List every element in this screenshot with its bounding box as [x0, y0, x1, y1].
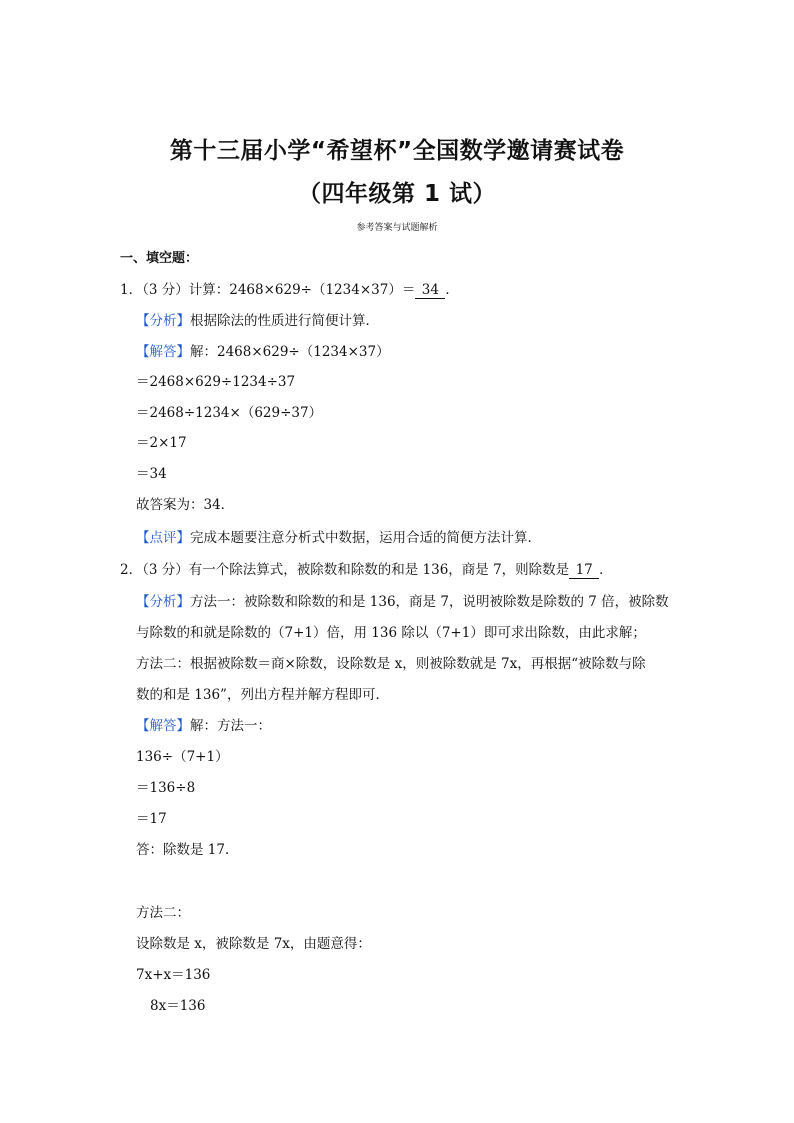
equation-line: 7x+x＝136	[136, 967, 211, 983]
document-title-grade: （四年级第 1 试）	[297, 181, 497, 207]
question-2: 2．（3 分）有一个除法算式，被除数和除数的和是 136，商是 7，则除数是 17 ．	[120, 562, 613, 578]
analysis-line: 与除数的和就是除数的（7+1）倍，用 136 除以（7+1）即可求出除数，由此求解；	[136, 625, 646, 641]
solution-tag: 【解答】	[136, 344, 190, 360]
analysis-line: 数的和是 136”，列出方程并解方程即可．	[136, 687, 389, 703]
solution-step: ＝17	[136, 811, 167, 827]
question-text: （3 分）计算：2468×629÷（1234×37）＝	[142, 282, 416, 298]
solution-step: ＝136÷8	[136, 780, 196, 796]
section-heading: 一、填空题：	[120, 251, 199, 266]
answer-blank: 17	[569, 562, 599, 579]
question-text: （3 分）有一个除法算式，被除数和除数的和是 136，商是 7，则除数是	[142, 562, 570, 578]
comment-tag: 【点评】	[136, 530, 190, 546]
analysis-tag: 【分析】	[136, 594, 190, 610]
solution-step: ＝2×17	[136, 435, 187, 451]
analysis-tag: 【分析】	[136, 313, 190, 329]
solution-step: 136÷（7+1）	[136, 749, 229, 765]
question-number: 1．	[120, 282, 143, 298]
solution-tag: 【解答】	[136, 718, 190, 734]
analysis-line: 方法二：根据被除数＝商×除数，设除数是 x，则被除数就是 7x，再根据“被除数与除	[136, 656, 646, 672]
document-title: 第十三届小学“希望杯”全国数学邀请赛试卷	[169, 138, 625, 164]
equation-line: 8x＝136	[150, 998, 206, 1014]
solution-line: 【解答】解：方法一：	[136, 718, 271, 734]
answer-blank: 34	[415, 282, 445, 299]
solution-line: 【解答】解：2468×629÷（1234×37）	[136, 344, 390, 360]
answer-statement: 故答案为：34．	[136, 497, 235, 513]
document-subtitle: 参考答案与试题解析	[356, 223, 438, 233]
analysis-line: 【分析】根据除法的性质进行简便计算．	[136, 313, 379, 329]
solution-step: ＝2468×629÷1234÷37	[136, 374, 296, 390]
solution-step: ＝2468÷1234×（629÷37）	[136, 405, 323, 421]
comment-line: 【点评】完成本题要注意分析式中数据，运用合适的简便方法计算．	[136, 530, 541, 546]
solution-step: 方法二：	[136, 905, 190, 921]
analysis-line: 【分析】方法一：被除数和除数的和是 136，商是 7，说明被除数是除数的 7 倍，被除数	[136, 594, 669, 610]
answer-statement: 答：除数是 17．	[136, 842, 239, 858]
solution-step: ＝34	[136, 466, 167, 482]
question-number: 2．	[120, 562, 143, 578]
solution-step: 设除数是 x，被除数是 7x，由题意得：	[136, 936, 371, 952]
question-1: 1．（3 分）计算：2468×629÷（1234×37）＝ 34 ．	[120, 282, 459, 298]
